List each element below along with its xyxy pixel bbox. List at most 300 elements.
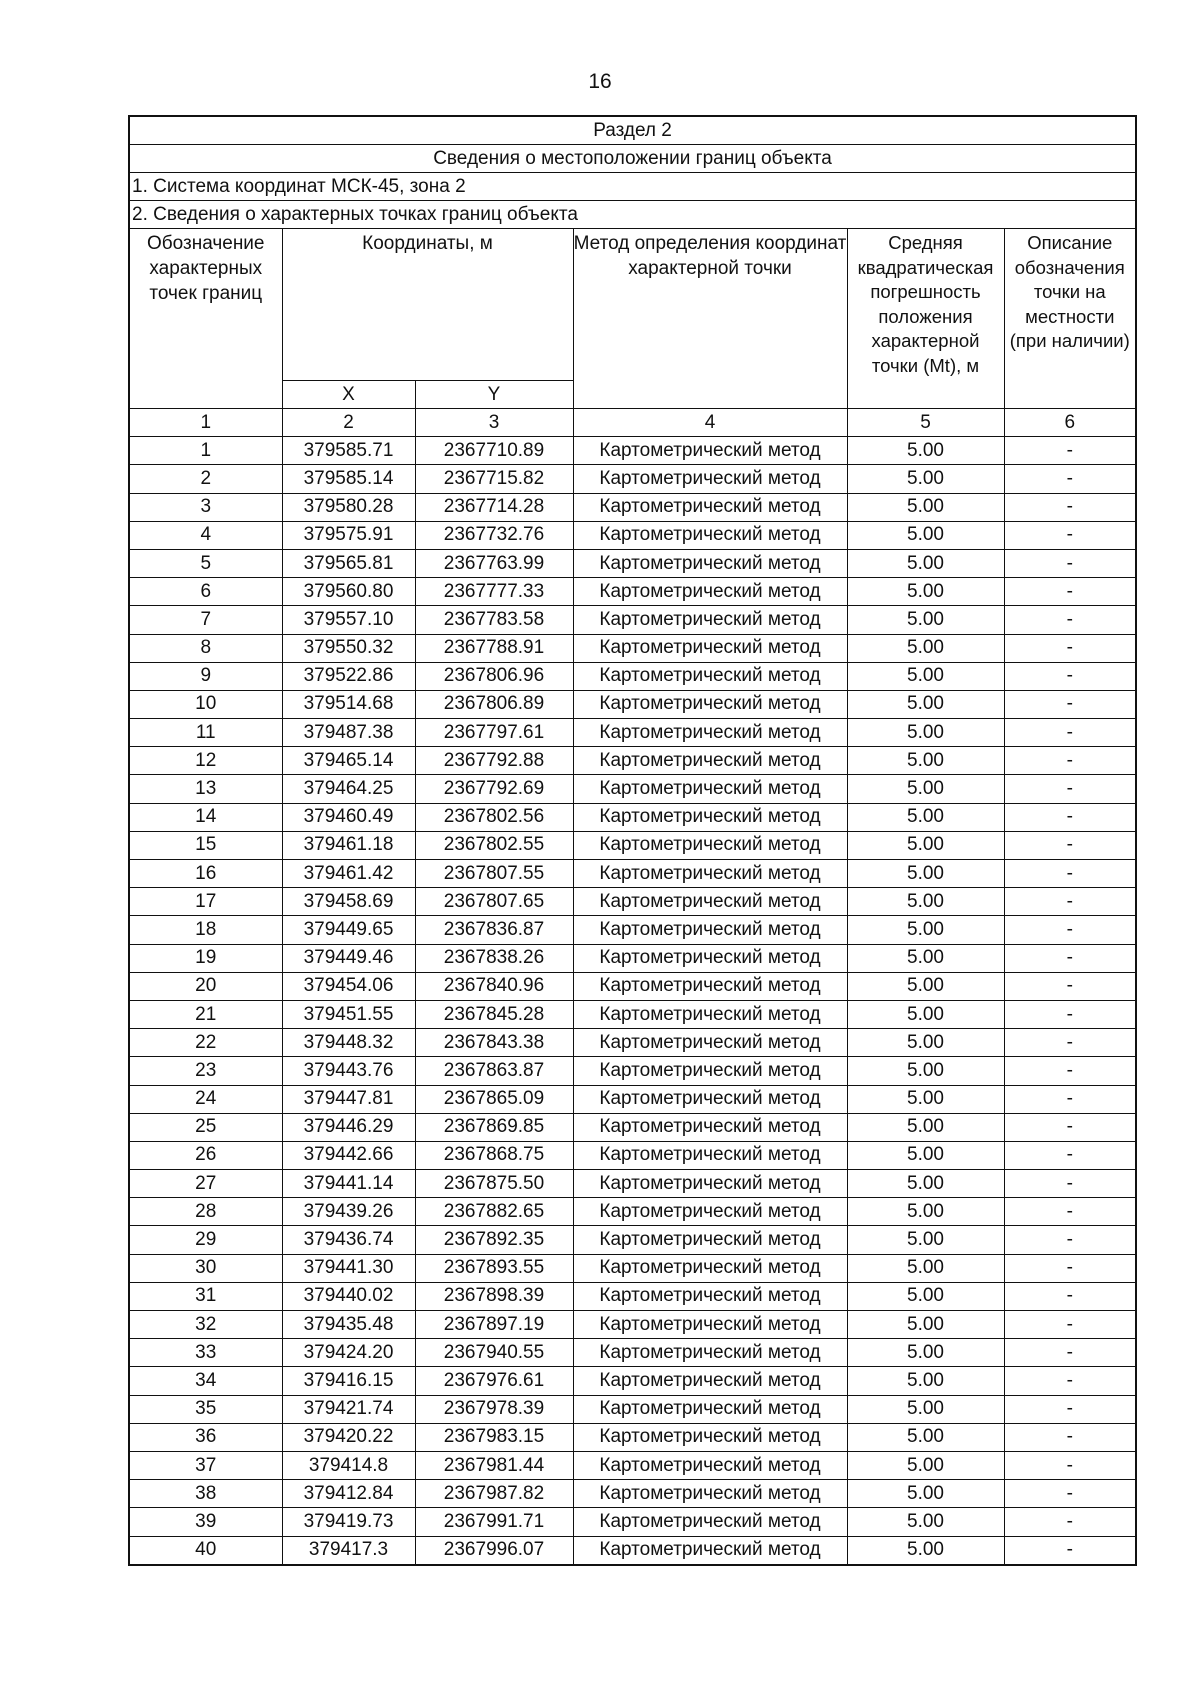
cell-description: - xyxy=(1004,1057,1136,1085)
cell-point-number: 28 xyxy=(129,1198,282,1226)
table-row xyxy=(129,719,1136,747)
cell-y: 2367987.82 xyxy=(415,1480,573,1508)
cell-method: Картометрический метод xyxy=(573,831,847,859)
cell-error: 5.00 xyxy=(847,1480,1004,1508)
cell-description: - xyxy=(1004,1029,1136,1057)
table-row xyxy=(129,1170,1136,1198)
cell-point-number: 8 xyxy=(129,634,282,662)
cell-method: Картометрический метод xyxy=(573,521,847,549)
cell-point-number: 40 xyxy=(129,1536,282,1565)
table-row xyxy=(129,662,1136,690)
table-body xyxy=(129,437,1136,1565)
cell-method: Картометрический метод xyxy=(573,803,847,831)
cell-x: 379565.81 xyxy=(282,549,415,577)
cell-y: 2367802.56 xyxy=(415,803,573,831)
cell-description: - xyxy=(1004,578,1136,606)
column-number: 3 xyxy=(415,409,573,437)
cell-point-number: 7 xyxy=(129,606,282,634)
table-row xyxy=(129,1000,1136,1028)
cell-method: Картометрический метод xyxy=(573,747,847,775)
cell-error: 5.00 xyxy=(847,944,1004,972)
cell-error: 5.00 xyxy=(847,1508,1004,1536)
cell-point-number: 6 xyxy=(129,578,282,606)
cell-description: - xyxy=(1004,747,1136,775)
cell-y: 2367802.55 xyxy=(415,831,573,859)
table-row xyxy=(129,1141,1136,1169)
cell-description: - xyxy=(1004,719,1136,747)
coordinate-system: 1. Система координат МСК-45, зона 2 xyxy=(129,173,1136,201)
cell-description: - xyxy=(1004,1254,1136,1282)
cell-point-number: 2 xyxy=(129,465,282,493)
cell-x: 379454.06 xyxy=(282,972,415,1000)
cell-description: - xyxy=(1004,549,1136,577)
cell-x: 379424.20 xyxy=(282,1339,415,1367)
cell-point-number: 34 xyxy=(129,1367,282,1395)
cell-x: 379575.91 xyxy=(282,521,415,549)
table-row xyxy=(129,972,1136,1000)
table-row xyxy=(129,1282,1136,1310)
cell-error: 5.00 xyxy=(847,775,1004,803)
page-number: 16 xyxy=(588,70,612,93)
table-row xyxy=(129,606,1136,634)
cell-error: 5.00 xyxy=(847,1029,1004,1057)
cell-point-number: 9 xyxy=(129,662,282,690)
cell-method: Картометрический метод xyxy=(573,719,847,747)
cell-method: Картометрический метод xyxy=(573,1536,847,1565)
cell-point-number: 22 xyxy=(129,1029,282,1057)
column-number: 2 xyxy=(282,409,415,437)
cell-error: 5.00 xyxy=(847,521,1004,549)
cell-method: Картометрический метод xyxy=(573,1085,847,1113)
table-row xyxy=(129,1480,1136,1508)
cell-method: Картометрический метод xyxy=(573,690,847,718)
cell-x: 379435.48 xyxy=(282,1311,415,1339)
cell-x: 379465.14 xyxy=(282,747,415,775)
cell-error: 5.00 xyxy=(847,1085,1004,1113)
cell-y: 2367863.87 xyxy=(415,1057,573,1085)
cell-description: - xyxy=(1004,1170,1136,1198)
cell-description: - xyxy=(1004,465,1136,493)
cell-description: - xyxy=(1004,1113,1136,1141)
cell-method: Картометрический метод xyxy=(573,775,847,803)
cell-x: 379447.81 xyxy=(282,1085,415,1113)
cell-method: Картометрический метод xyxy=(573,1480,847,1508)
cell-y: 2367869.85 xyxy=(415,1113,573,1141)
cell-description: - xyxy=(1004,1085,1136,1113)
cell-y: 2367806.96 xyxy=(415,662,573,690)
cell-error: 5.00 xyxy=(847,1141,1004,1169)
cell-method: Картометрический метод xyxy=(573,1339,847,1367)
table-row xyxy=(129,634,1136,662)
section-title: Раздел 2 xyxy=(129,116,1136,145)
cell-method: Картометрический метод xyxy=(573,662,847,690)
cell-error: 5.00 xyxy=(847,662,1004,690)
table-row xyxy=(129,1029,1136,1057)
cell-error: 5.00 xyxy=(847,493,1004,521)
cell-description: - xyxy=(1004,1339,1136,1367)
cell-x: 379414.8 xyxy=(282,1451,415,1479)
cell-method: Картометрический метод xyxy=(573,465,847,493)
cell-x: 379448.32 xyxy=(282,1029,415,1057)
cell-point-number: 38 xyxy=(129,1480,282,1508)
cell-error: 5.00 xyxy=(847,860,1004,888)
table-row xyxy=(129,775,1136,803)
cell-error: 5.00 xyxy=(847,465,1004,493)
cell-point-number: 31 xyxy=(129,1282,282,1310)
cell-description: - xyxy=(1004,690,1136,718)
cell-method: Картометрический метод xyxy=(573,1282,847,1310)
cell-description: - xyxy=(1004,888,1136,916)
cell-description: - xyxy=(1004,972,1136,1000)
cell-error: 5.00 xyxy=(847,1113,1004,1141)
cell-point-number: 37 xyxy=(129,1451,282,1479)
cell-error: 5.00 xyxy=(847,1254,1004,1282)
table-row xyxy=(129,1113,1136,1141)
cell-error: 5.00 xyxy=(847,1367,1004,1395)
cell-x: 379420.22 xyxy=(282,1423,415,1451)
cell-method: Картометрический метод xyxy=(573,1226,847,1254)
cell-x: 379449.65 xyxy=(282,916,415,944)
cell-method: Картометрический метод xyxy=(573,1311,847,1339)
cell-point-number: 14 xyxy=(129,803,282,831)
table-row xyxy=(129,1367,1136,1395)
cell-y: 2367838.26 xyxy=(415,944,573,972)
cell-error: 5.00 xyxy=(847,1311,1004,1339)
cell-y: 2367976.61 xyxy=(415,1367,573,1395)
cell-description: - xyxy=(1004,944,1136,972)
table-row xyxy=(129,1226,1136,1254)
cell-method: Картометрический метод xyxy=(573,1170,847,1198)
cell-y: 2367843.38 xyxy=(415,1029,573,1057)
table-row xyxy=(129,1254,1136,1282)
cell-y: 2367806.89 xyxy=(415,690,573,718)
cell-error: 5.00 xyxy=(847,437,1004,465)
cell-method: Картометрический метод xyxy=(573,437,847,465)
cell-y: 2367807.55 xyxy=(415,860,573,888)
cell-y: 2367836.87 xyxy=(415,916,573,944)
cell-description: - xyxy=(1004,916,1136,944)
cell-point-number: 20 xyxy=(129,972,282,1000)
cell-x: 379451.55 xyxy=(282,1000,415,1028)
header-method: Метод определения координат характерной точки xyxy=(573,229,847,409)
cell-error: 5.00 xyxy=(847,1000,1004,1028)
cell-description: - xyxy=(1004,775,1136,803)
cell-y: 2367845.28 xyxy=(415,1000,573,1028)
cell-point-number: 39 xyxy=(129,1508,282,1536)
cell-method: Картометрический метод xyxy=(573,634,847,662)
cell-x: 379550.32 xyxy=(282,634,415,662)
cell-y: 2367897.19 xyxy=(415,1311,573,1339)
cell-point-number: 19 xyxy=(129,944,282,972)
cell-error: 5.00 xyxy=(847,1282,1004,1310)
cell-y: 2367732.76 xyxy=(415,521,573,549)
cell-error: 5.00 xyxy=(847,803,1004,831)
cell-x: 379440.02 xyxy=(282,1282,415,1310)
cell-x: 379412.84 xyxy=(282,1480,415,1508)
cell-method: Картометрический метод xyxy=(573,1367,847,1395)
header-point-designation: Обозначение характерных точек границ xyxy=(129,229,282,409)
cell-description: - xyxy=(1004,1000,1136,1028)
cell-description: - xyxy=(1004,1198,1136,1226)
cell-method: Картометрический метод xyxy=(573,1423,847,1451)
cell-description: - xyxy=(1004,634,1136,662)
cell-error: 5.00 xyxy=(847,972,1004,1000)
cell-error: 5.00 xyxy=(847,1226,1004,1254)
cell-x: 379585.14 xyxy=(282,465,415,493)
cell-x: 379560.80 xyxy=(282,578,415,606)
cell-x: 379441.14 xyxy=(282,1170,415,1198)
table-row xyxy=(129,1536,1136,1565)
cell-y: 2367940.55 xyxy=(415,1339,573,1367)
cell-error: 5.00 xyxy=(847,1423,1004,1451)
table-row xyxy=(129,465,1136,493)
cell-y: 2367710.89 xyxy=(415,437,573,465)
table-row xyxy=(129,1339,1136,1367)
cell-method: Картометрический метод xyxy=(573,578,847,606)
cell-description: - xyxy=(1004,1508,1136,1536)
table-row xyxy=(129,1057,1136,1085)
cell-description: - xyxy=(1004,1141,1136,1169)
cell-point-number: 1 xyxy=(129,437,282,465)
cell-y: 2367797.61 xyxy=(415,719,573,747)
cell-error: 5.00 xyxy=(847,831,1004,859)
cell-point-number: 36 xyxy=(129,1423,282,1451)
cell-x: 379461.42 xyxy=(282,860,415,888)
cell-error: 5.00 xyxy=(847,1057,1004,1085)
cell-method: Картометрический метод xyxy=(573,1198,847,1226)
cell-error: 5.00 xyxy=(847,1395,1004,1423)
cell-x: 379585.71 xyxy=(282,437,415,465)
cell-error: 5.00 xyxy=(847,634,1004,662)
table-row xyxy=(129,1085,1136,1113)
cell-y: 2367807.65 xyxy=(415,888,573,916)
cell-error: 5.00 xyxy=(847,606,1004,634)
cell-description: - xyxy=(1004,860,1136,888)
cell-description: - xyxy=(1004,662,1136,690)
cell-point-number: 26 xyxy=(129,1141,282,1169)
table-row xyxy=(129,860,1136,888)
cell-x: 379464.25 xyxy=(282,775,415,803)
cell-y: 2367715.82 xyxy=(415,465,573,493)
cell-method: Картометрический метод xyxy=(573,1057,847,1085)
boundary-points-table xyxy=(128,115,1137,1566)
cell-description: - xyxy=(1004,1480,1136,1508)
cell-description: - xyxy=(1004,1282,1136,1310)
cell-point-number: 29 xyxy=(129,1226,282,1254)
table-row xyxy=(129,437,1136,465)
table-row xyxy=(129,831,1136,859)
cell-point-number: 25 xyxy=(129,1113,282,1141)
cell-description: - xyxy=(1004,1536,1136,1565)
cell-x: 379514.68 xyxy=(282,690,415,718)
table-row xyxy=(129,578,1136,606)
header-description: Описание обозначения точки на местности (при наличии) xyxy=(1004,229,1136,409)
cell-description: - xyxy=(1004,1395,1136,1423)
cell-method: Картометрический метод xyxy=(573,1000,847,1028)
cell-x: 379461.18 xyxy=(282,831,415,859)
cell-method: Картометрический метод xyxy=(573,916,847,944)
cell-point-number: 11 xyxy=(129,719,282,747)
cell-x: 379419.73 xyxy=(282,1508,415,1536)
cell-description: - xyxy=(1004,606,1136,634)
cell-error: 5.00 xyxy=(847,549,1004,577)
cell-x: 379442.66 xyxy=(282,1141,415,1169)
cell-point-number: 27 xyxy=(129,1170,282,1198)
table-row xyxy=(129,690,1136,718)
cell-x: 379439.26 xyxy=(282,1198,415,1226)
cell-y: 2367783.58 xyxy=(415,606,573,634)
cell-y: 2367882.65 xyxy=(415,1198,573,1226)
table-row xyxy=(129,1508,1136,1536)
cell-method: Картометрический метод xyxy=(573,860,847,888)
cell-y: 2367792.69 xyxy=(415,775,573,803)
cell-y: 2367763.99 xyxy=(415,549,573,577)
cell-method: Картометрический метод xyxy=(573,1508,847,1536)
points-heading: 2. Сведения о характерных точках границ объекта xyxy=(129,201,1136,229)
column-number: 5 xyxy=(847,409,1004,437)
cell-x: 379487.38 xyxy=(282,719,415,747)
table-row xyxy=(129,521,1136,549)
cell-y: 2367893.55 xyxy=(415,1254,573,1282)
cell-point-number: 17 xyxy=(129,888,282,916)
table-row xyxy=(129,747,1136,775)
cell-method: Картометрический метод xyxy=(573,1395,847,1423)
cell-point-number: 23 xyxy=(129,1057,282,1085)
table-row xyxy=(129,1451,1136,1479)
header-mean-error: Средняя квадратическая погрешность положения характерной точки (Mt), м xyxy=(847,229,1004,409)
cell-description: - xyxy=(1004,803,1136,831)
cell-point-number: 15 xyxy=(129,831,282,859)
cell-error: 5.00 xyxy=(847,1339,1004,1367)
table-row xyxy=(129,944,1136,972)
column-number: 6 xyxy=(1004,409,1136,437)
cell-description: - xyxy=(1004,1423,1136,1451)
cell-description: - xyxy=(1004,1367,1136,1395)
cell-y: 2367996.07 xyxy=(415,1536,573,1565)
cell-point-number: 4 xyxy=(129,521,282,549)
cell-method: Картометрический метод xyxy=(573,888,847,916)
table-row xyxy=(129,888,1136,916)
cell-description: - xyxy=(1004,831,1136,859)
cell-error: 5.00 xyxy=(847,1198,1004,1226)
cell-error: 5.00 xyxy=(847,1170,1004,1198)
column-number: 4 xyxy=(573,409,847,437)
cell-point-number: 10 xyxy=(129,690,282,718)
cell-x: 379557.10 xyxy=(282,606,415,634)
cell-error: 5.00 xyxy=(847,690,1004,718)
cell-y: 2367714.28 xyxy=(415,493,573,521)
cell-x: 379441.30 xyxy=(282,1254,415,1282)
cell-y: 2367868.75 xyxy=(415,1141,573,1169)
cell-method: Картометрический метод xyxy=(573,1029,847,1057)
cell-x: 379417.3 xyxy=(282,1536,415,1565)
cell-point-number: 16 xyxy=(129,860,282,888)
cell-y: 2367991.71 xyxy=(415,1508,573,1536)
cell-method: Картометрический метод xyxy=(573,1141,847,1169)
cell-x: 379443.76 xyxy=(282,1057,415,1085)
cell-point-number: 13 xyxy=(129,775,282,803)
cell-description: - xyxy=(1004,521,1136,549)
cell-point-number: 5 xyxy=(129,549,282,577)
table-row xyxy=(129,549,1136,577)
cell-description: - xyxy=(1004,1311,1136,1339)
cell-y: 2367777.33 xyxy=(415,578,573,606)
cell-error: 5.00 xyxy=(847,1536,1004,1565)
cell-point-number: 30 xyxy=(129,1254,282,1282)
cell-y: 2367983.15 xyxy=(415,1423,573,1451)
cell-point-number: 21 xyxy=(129,1000,282,1028)
header-coordinates: Координаты, м xyxy=(282,229,573,381)
section-subtitle: Сведения о местоположении границ объекта xyxy=(129,145,1136,173)
cell-y: 2367865.09 xyxy=(415,1085,573,1113)
cell-point-number: 3 xyxy=(129,493,282,521)
cell-y: 2367981.44 xyxy=(415,1451,573,1479)
table-row xyxy=(129,1311,1136,1339)
cell-y: 2367892.35 xyxy=(415,1226,573,1254)
cell-x: 379416.15 xyxy=(282,1367,415,1395)
cell-y: 2367788.91 xyxy=(415,634,573,662)
cell-x: 379580.28 xyxy=(282,493,415,521)
cell-description: - xyxy=(1004,493,1136,521)
cell-y: 2367840.96 xyxy=(415,972,573,1000)
cell-description: - xyxy=(1004,437,1136,465)
header-y: Y xyxy=(415,381,573,409)
cell-error: 5.00 xyxy=(847,916,1004,944)
cell-x: 379460.49 xyxy=(282,803,415,831)
header-x: X xyxy=(282,381,415,409)
cell-y: 2367978.39 xyxy=(415,1395,573,1423)
table-row xyxy=(129,1423,1136,1451)
cell-x: 379421.74 xyxy=(282,1395,415,1423)
cell-y: 2367898.39 xyxy=(415,1282,573,1310)
cell-method: Картометрический метод xyxy=(573,1113,847,1141)
cell-description: - xyxy=(1004,1226,1136,1254)
cell-method: Картометрический метод xyxy=(573,1451,847,1479)
cell-method: Картометрический метод xyxy=(573,549,847,577)
table-row xyxy=(129,803,1136,831)
column-number: 1 xyxy=(129,409,282,437)
cell-point-number: 18 xyxy=(129,916,282,944)
cell-error: 5.00 xyxy=(847,578,1004,606)
cell-error: 5.00 xyxy=(847,1451,1004,1479)
cell-method: Картометрический метод xyxy=(573,493,847,521)
cell-y: 2367875.50 xyxy=(415,1170,573,1198)
cell-error: 5.00 xyxy=(847,747,1004,775)
cell-method: Картометрический метод xyxy=(573,1254,847,1282)
cell-method: Картометрический метод xyxy=(573,606,847,634)
cell-x: 379436.74 xyxy=(282,1226,415,1254)
cell-point-number: 32 xyxy=(129,1311,282,1339)
cell-point-number: 12 xyxy=(129,747,282,775)
table-row xyxy=(129,916,1136,944)
cell-method: Картометрический метод xyxy=(573,944,847,972)
cell-point-number: 24 xyxy=(129,1085,282,1113)
cell-point-number: 35 xyxy=(129,1395,282,1423)
cell-x: 379446.29 xyxy=(282,1113,415,1141)
cell-method: Картометрический метод xyxy=(573,972,847,1000)
table-row xyxy=(129,1395,1136,1423)
cell-y: 2367792.88 xyxy=(415,747,573,775)
cell-x: 379522.86 xyxy=(282,662,415,690)
cell-point-number: 33 xyxy=(129,1339,282,1367)
cell-x: 379458.69 xyxy=(282,888,415,916)
cell-error: 5.00 xyxy=(847,719,1004,747)
table-row xyxy=(129,1198,1136,1226)
cell-x: 379449.46 xyxy=(282,944,415,972)
cell-description: - xyxy=(1004,1451,1136,1479)
table-row xyxy=(129,493,1136,521)
cell-error: 5.00 xyxy=(847,888,1004,916)
